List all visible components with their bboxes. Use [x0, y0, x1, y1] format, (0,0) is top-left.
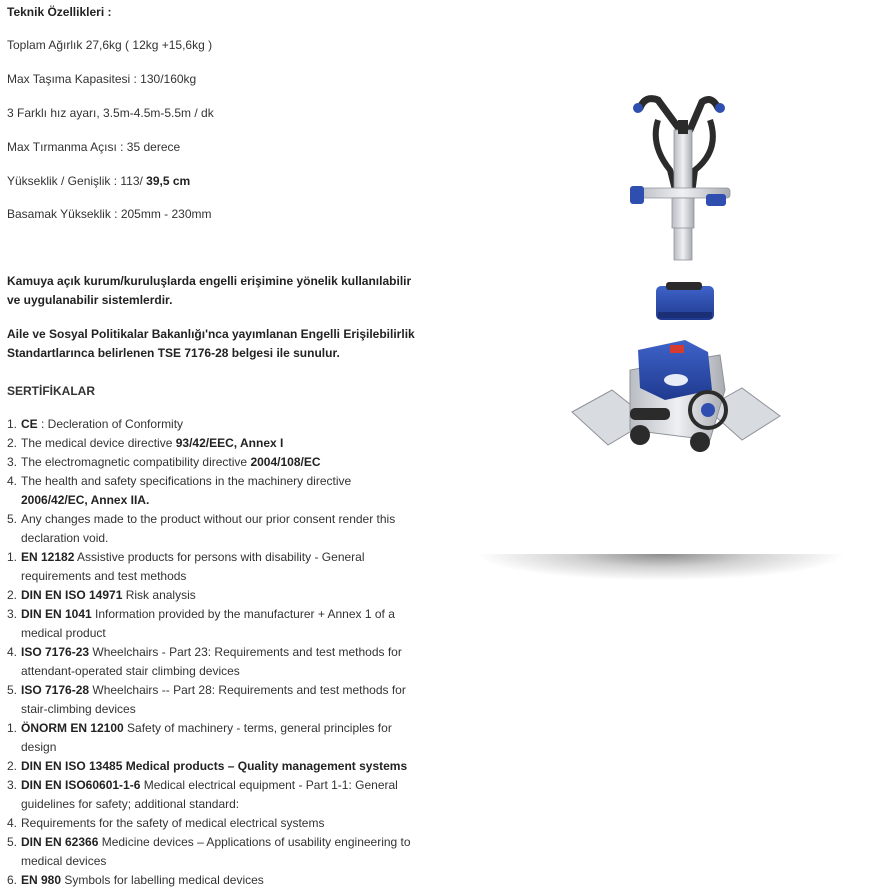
spec-capacity: Max Taşıma Kapasitesi : 130/160kg [7, 72, 197, 86]
certificate-description: Any changes made to the product without our prior consent render this declaration void. [21, 512, 396, 545]
certificate-code: EN 12182 [21, 550, 75, 564]
certificates-title: SERTİFİKALAR [7, 384, 95, 398]
certificate-item [7, 776, 417, 814]
certificate-description: Medical electrical equipment - Part 1-1: General guidelines for safety; additional standard: [21, 778, 398, 811]
certificate-description: Assistive products for persons with disability - General requirements and test methods [21, 550, 365, 583]
certificate-number: 1. [7, 550, 18, 564]
spec-speed: 3 Farklı hız ayarı, 3.5m-4.5m-5.5m / dk [7, 106, 214, 120]
certificate-description: : Decleration of Conformity [37, 417, 184, 431]
certificate-item [7, 757, 417, 776]
certificate-code: ISO 7176-28 [21, 683, 90, 697]
certificate-code: DIN EN 1041 [21, 607, 92, 621]
certificate-number: 5. [7, 835, 18, 849]
certificate-number: 2. [7, 759, 18, 773]
spec-angle: Max Tırmanma Açısı : 35 derece [7, 140, 181, 154]
paragraph-public-use: Kamuya açık kurum/kuruluşlarda engelli erişimine yönelik kullanılabilir ve uygulanabilir sistemlerdir. [7, 274, 412, 307]
image-shadow [480, 554, 842, 580]
certificate-item [7, 453, 417, 472]
certificate-reference: 2004/108/EC [250, 455, 321, 469]
certificate-description: Symbols for labelling medical devices [61, 873, 264, 887]
certificate-code: DIN EN ISO 14971 [21, 588, 123, 602]
battery-pack-icon [656, 282, 714, 320]
certificate-number: 3. [7, 607, 18, 621]
spec-step-height: Basamak Yükseklik : 205mm - 230mm [7, 207, 212, 221]
certificate-number: 1. [7, 417, 18, 431]
spec-dimensions [7, 174, 190, 188]
certificate-code: EN 980 [21, 873, 62, 887]
certificate-number: 4. [7, 816, 18, 830]
certificate-number: 5. [7, 512, 18, 526]
certificate-item [7, 643, 417, 681]
certificate-item [7, 681, 417, 719]
certificate-number: 2. [7, 436, 18, 450]
handle-column-icon [630, 99, 730, 260]
certificate-item [7, 434, 417, 453]
certificate-description: Requirements for the safety of medical electrical systems [21, 816, 325, 830]
certificate-item [7, 814, 417, 833]
certificate-description: Medicine devices – Applications of usability engineering to medical devices [21, 835, 411, 868]
certificate-description: Safety of machinery - terms, general principles for design [21, 721, 392, 754]
certificate-code: CE [21, 417, 38, 431]
certificate-item [7, 586, 417, 605]
certificate-description: Wheelchairs -- Part 28: Requirements and test methods for stair-climbing devices [21, 683, 406, 716]
specs-title: Teknik Özellikleri : [7, 5, 112, 19]
certificate-number: 2. [7, 588, 18, 602]
drive-unit-icon [572, 340, 780, 452]
certificate-code: ISO 7176-23 [21, 645, 90, 659]
certificate-item [7, 605, 417, 643]
stair-climber-illustration [480, 90, 840, 590]
certificate-number: 6. [7, 873, 18, 887]
certificate-code: DIN EN ISO 13485 Medical products – Quality management systems [21, 759, 408, 773]
certificate-code: DIN EN ISO60601-1-6 [21, 778, 141, 792]
certificate-item [7, 871, 417, 890]
certificate-code: ÖNORM EN 12100 [21, 721, 124, 735]
certificate-item [7, 833, 417, 871]
certificate-description: The health and safety specifications in the machinery directive [21, 474, 352, 488]
certificate-number: 3. [7, 455, 18, 469]
spec-dimensions-text: Yükseklik / Genişlik : 113/ [7, 174, 147, 188]
certificate-item [7, 510, 417, 548]
certificate-description: Risk analysis [122, 588, 196, 602]
certificate-item [7, 472, 417, 510]
certificate-number: 4. [7, 645, 18, 659]
product-image [480, 90, 840, 590]
certificate-item [7, 415, 417, 434]
spec-weight: Toplam Ağırlık 27,6kg ( 12kg +15,6kg ) [7, 38, 213, 52]
certificates-list [7, 415, 417, 890]
certificate-code: DIN EN 62366 [21, 835, 99, 849]
spec-dimensions-bold: 39,5 cm [146, 174, 191, 188]
certificate-reference: 93/42/EEC, Annex I [175, 436, 284, 450]
certificate-description: The electromagnetic compatibility directive [21, 455, 251, 469]
certificate-number: 5. [7, 683, 18, 697]
certificate-item [7, 719, 417, 757]
certificate-number: 3. [7, 778, 18, 792]
certificate-description: Information provided by the manufacturer + Annex 1 of a medical product [21, 607, 395, 640]
certificate-reference: 2006/42/EC, Annex IIA. [21, 493, 150, 507]
certificate-description: The medical device directive [21, 436, 176, 450]
paragraph-tse: Aile ve Sosyal Politikalar Bakanlığı'nca yayımlanan Engelli Erişilebilirlik Standartlarınca belirlenen TSE 7176-28 belgesi ile sunulur. [7, 327, 415, 360]
certificate-item [7, 548, 417, 586]
certificate-number: 1. [7, 721, 18, 735]
certificate-description: Wheelchairs - Part 23: Requirements and test methods for attendant-operated stair climbing devices [21, 645, 402, 678]
certificate-number: 4. [7, 474, 18, 488]
